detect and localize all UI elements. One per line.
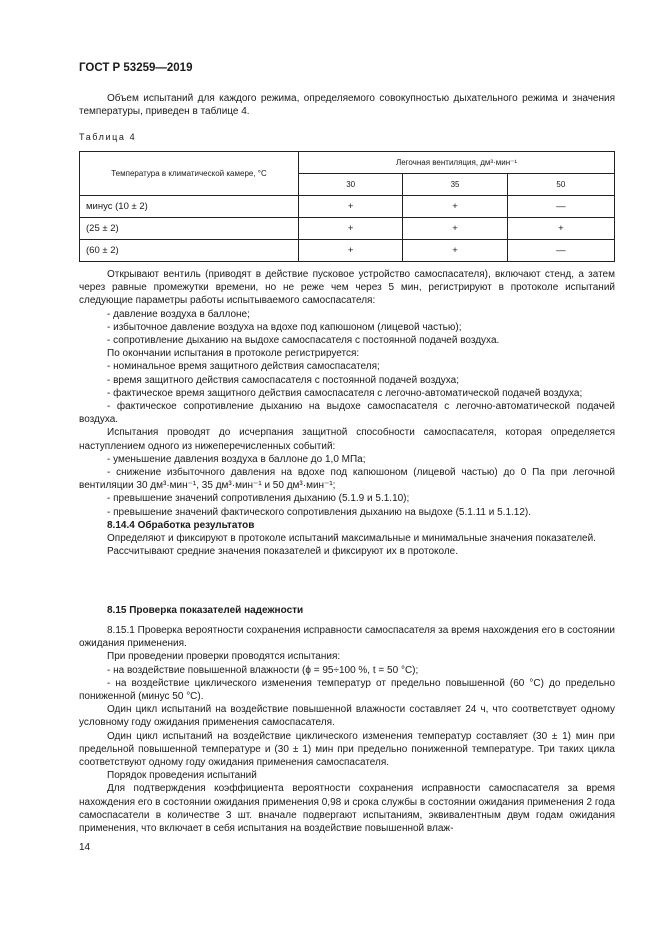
cell-value: +	[507, 218, 614, 240]
list-item: - давление воздуха в баллоне;	[107, 308, 250, 320]
col-temperature-header: Температура в климатической камере, °С	[80, 152, 299, 196]
paragraph: Определяют и фиксируют в протоколе испытаний максимальные и минимальные значения показателей.	[107, 533, 596, 545]
paragraph: При проведении проверки проводятся испытания:	[107, 651, 341, 663]
page-number: 14	[79, 842, 91, 853]
list-item: - время защитного действия самоспасателя с постоянной подачей воздуха;	[107, 374, 460, 386]
list-item: - на воздействие циклического изменения температур от предельно повышенной (60 °С) до предельно пониженной (минус 50 °С).	[79, 677, 615, 703]
list-item: - на воздействие повышенной влажности (ϕ = 95÷100 %, t = 50 °С);	[107, 664, 419, 676]
list-item: - превышение значений сопротивления дыханию (5.1.9 и 5.1.10);	[107, 493, 410, 505]
section-heading-8-14-4: 8.14.4 Обработка результатов	[107, 519, 255, 531]
table-row	[80, 196, 615, 218]
table-row	[80, 218, 615, 240]
list-item: - снижение избыточного давления на вдохе под капюшоном (лицевой частью) до 0 Па при легочной вентиляции 30 дм³·мин⁻¹, 35 дм³·мин⁻¹ и 50 дм³·мин⁻¹;	[79, 467, 615, 492]
cell-value: +	[299, 240, 403, 262]
paragraph: 8.15.1 Проверка вероятности сохранения исправности самоспасателя за время нахождения его в состоянии ожидания применения.	[79, 625, 615, 650]
cell-value: +	[403, 240, 507, 262]
list-item: - фактическое сопротивление дыханию на выдохе самоспасателя с легочно-автоматической подачей воздуха.	[79, 401, 615, 426]
subheader-30: 30	[299, 174, 403, 196]
cell-value: —	[507, 240, 614, 262]
list-item: - избыточное давление воздуха на вдохе под капюшоном (лицевой частью);	[107, 321, 462, 333]
list-item: - сопротивление дыханию на выдохе самоспасателя с постоянной подачей воздуха.	[107, 335, 500, 347]
list-item: - номинальное время защитного действия самоспасателя;	[107, 361, 380, 373]
list-item: - фактическое время защитного действия самоспасателя с легочно-автоматической подачей воздуха;	[107, 387, 583, 399]
intro-paragraph: Объем испытаний для каждого режима, определяемого совокупностью дыхательного режима и значения температуры, приведен в таблице 4.	[79, 93, 615, 118]
list-item: - уменьшение давления воздуха в баллоне до 1,0 МПа;	[107, 453, 366, 465]
table-row	[80, 240, 615, 262]
paragraph: Для подтверждения коэффициента вероятности сохранения исправности самоспасателя за время нахождения его в состоянии ожидания применения 0,98 и срока службы в состоянии ожидания применения 2 года самоспасатели в количестве 3 шт. вначале подвергают испытаниям, эквивалентным двум годам ожидания применения, что включает в себя испытания на воздействие повышенной влаж-	[79, 783, 615, 835]
paragraph: Рассчитывают средние значения показателей и фиксируют их в протоколе.	[107, 546, 459, 558]
paragraph: Испытания проводят до исчерпания защитной способности самоспасателя, которая определяется наступлением одного из нижеперечисленных событий:	[79, 427, 615, 452]
subheader-50: 50	[507, 174, 614, 196]
cell-value: —	[507, 196, 614, 218]
section-heading-8-15: 8.15 Проверка показателей надежности	[107, 605, 304, 616]
list-item: - превышение значений фактического сопротивления дыханию на выдохе (5.1.11 и 5.1.12).	[107, 506, 532, 518]
reliability-text	[79, 624, 615, 835]
document-header: ГОСТ Р 53259—2019	[79, 62, 193, 74]
cell-value: +	[299, 218, 403, 240]
cell-value: +	[403, 218, 507, 240]
paragraph: Один цикл испытаний на воздействие повышенной влажности составляет 24 ч, что соответствует одному условному году ожидания применения самоспасателя.	[79, 704, 615, 729]
subheader-35: 35	[403, 174, 507, 196]
row-temperature: (25 ± 2)	[80, 218, 299, 240]
table-caption: Таблица 4	[79, 132, 137, 142]
paragraph: Порядок проведения испытаний	[107, 770, 257, 782]
paragraph: Один цикл испытаний на воздействие циклического изменения температур составляет (30 ± 1) мин при предельной повышенной температуре и (30 ± 1) мин при предельно пониженной температуре. Три таких цикла соответствуют одному году ожидания применения самоспасателя.	[79, 730, 615, 769]
paragraph: Открывают вентиль (приводят в действие пусковое устройство самоспасателя), включают стенд, а затем через равные промежутки времени, но не реже чем через 5 мин, регистрируют в протоколе испытаний следующие параметры работы испытываемого самоспасателя:	[79, 269, 615, 307]
test-procedure-text	[79, 268, 615, 558]
ventilation-group-header: Легочная вентиляция, дм³·мин⁻¹	[299, 152, 615, 174]
cell-value: +	[403, 196, 507, 218]
cell-value: +	[299, 196, 403, 218]
paragraph: По окончании испытания в протоколе регистрируется:	[107, 348, 360, 360]
table-4	[79, 151, 615, 262]
row-temperature: (60 ± 2)	[80, 240, 299, 262]
row-temperature: минус (10 ± 2)	[80, 196, 299, 218]
table-header-row	[80, 152, 615, 174]
